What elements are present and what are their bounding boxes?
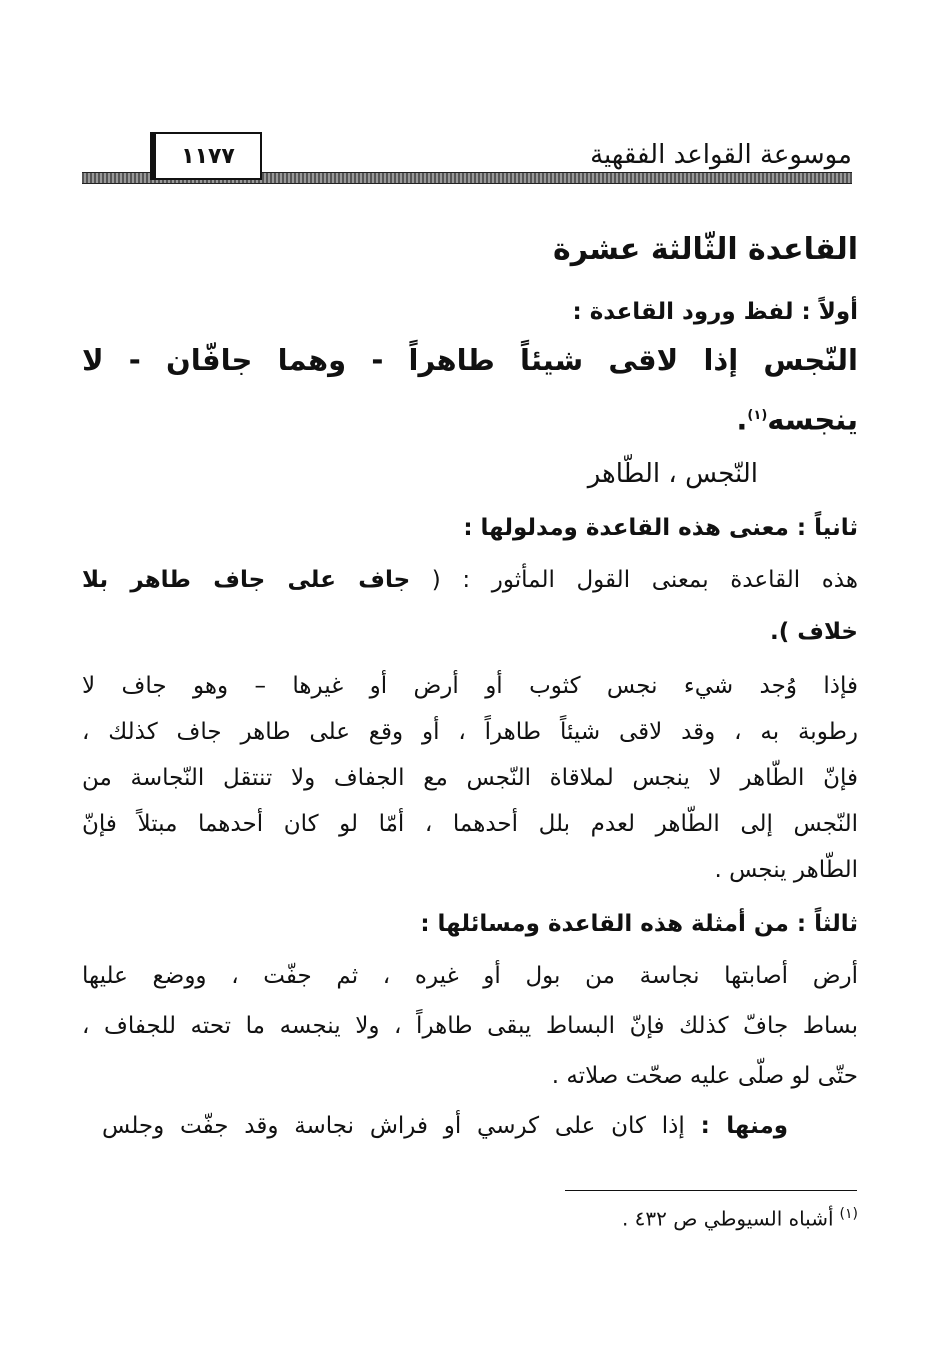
meaning-para-line: الطّاهر ينجس . <box>714 857 858 883</box>
meaning-para-line: فإذا وُجد شيء نجس كثوب أو أرض أو غيرها – وهو جاف لا <box>82 673 858 699</box>
rule-variant: النّجس ، الطّاهر <box>587 459 758 489</box>
rule-statement-line1: النّجس إذا لاقى شيئاً طاهراً - وهما جافّان - لا <box>82 343 858 377</box>
meaning-para-line: فإنّ الطّاهر لا ينجس لملاقاة النّجس مع الجفاف ولا تنتقل النّجاسة من <box>82 765 858 791</box>
examples-min-line <box>102 1106 788 1146</box>
rule-title: القاعدة الثّالثة عشرة <box>553 232 858 267</box>
meaning-intro-quote: جاف على جاف طاهر بلا <box>82 567 411 593</box>
footnote-text: أشباه السيوطي ص ٤٣٢ . <box>621 1206 834 1231</box>
examples-para-line: أرض أصابتها نجاسة من بول أو غيره ، ثم جفّت ، ووضع عليها <box>82 963 858 989</box>
page-number-box <box>150 132 262 180</box>
meaning-intro-plain: هذه القاعدة بمعنى القول المأثور : ( <box>431 567 858 593</box>
examples-para-line: بساط جافّ كذلك فإنّ البساط يبقى طاهراً ، ولا ينجسه ما تحته للجفاف ، <box>82 1013 858 1039</box>
meaning-heading: ثانياً : معنى هذه القاعدة ومدلولها : <box>463 515 858 541</box>
rule-statement-end: . <box>736 402 748 437</box>
meaning-intro <box>82 560 858 600</box>
examples-min-label: ومنها : <box>700 1113 789 1139</box>
first-section-heading: أولاً : لفظ ورود القاعدة : <box>572 299 858 325</box>
examples-para-line: حتّى لو صلّى عليه صحّت صلاته . <box>551 1063 858 1089</box>
examples-heading: ثالثاً : من أمثلة هذه القاعدة ومسائلها : <box>420 911 858 937</box>
meaning-intro-line2: خلاف ). <box>769 619 858 645</box>
rule-statement-word: ينجسه <box>767 402 858 437</box>
rule-statement-line2 <box>736 396 858 440</box>
book-title: موسوعة القواعد الفقهية <box>590 140 852 170</box>
footnote-rule <box>565 1190 857 1191</box>
footnote-reference: (١) <box>747 408 768 423</box>
meaning-para-line: رطوبة به ، وقد لاقى شيئاً طاهراً ، أو وقع على طاهر جاف كذلك ، <box>82 719 858 745</box>
footnote <box>622 1206 858 1231</box>
page-number: ١١٧٧ <box>181 143 235 169</box>
page-header <box>82 128 852 184</box>
footnote-mark: (١) <box>839 1206 858 1222</box>
meaning-para-line: النّجس إلى الطّاهر لعدم بلل أحدهما ، أمّا لو كان أحدهما مبتلاً فإنّ <box>82 811 858 837</box>
examples-min-text: إذا كان على كرسي أو فراش نجاسة وقد جفّت وجلس <box>102 1113 685 1139</box>
